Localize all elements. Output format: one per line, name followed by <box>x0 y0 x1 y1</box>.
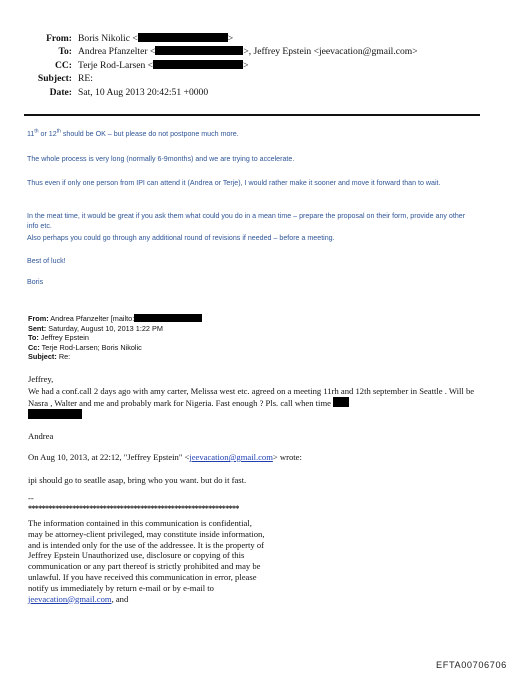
fwd-subject-label: Subject: <box>28 352 57 362</box>
date-label: Date: <box>49 86 72 98</box>
redaction-block <box>153 60 243 69</box>
document-id: EFTA00706706 <box>436 660 507 670</box>
from-value: Boris Nikolic < <box>78 33 138 44</box>
reply-signature: Boris <box>27 278 44 286</box>
redaction-block <box>155 46 243 55</box>
cc-value: Terje Rod-Larsen < <box>78 59 154 71</box>
to-label: To: <box>58 46 72 58</box>
header-divider <box>24 114 480 116</box>
bracket: > <box>243 59 249 71</box>
message-signoff: Andrea <box>28 431 54 441</box>
redaction-block <box>333 397 349 407</box>
header-subject-row <box>0 72 512 85</box>
disclaimer: The information contained in this communication is confidential, may be attorney-client privileged, may constitute inside information, and is intended only for the use of the addressee. It is the property of Jeffrey Epstein Unauthorized use, disclosure or copying of this communication or any part thereof is strictly prohibited and may be unlawful. If you have received this communication in error, please notify us immediately by return e-mail or by e-mail to jeevacation@gmail.com, and <box>28 518 265 604</box>
quoted-message: ipi should go to seatlle asap, bring who you want. but do it fast. <box>28 475 247 485</box>
fwd-subject-value: Re: <box>56 352 71 362</box>
reply-paragraph-1: 11th or 12th should be OK – but please do not postpone much more. <box>27 128 239 138</box>
asterisk-divider: ************************************************************** <box>28 504 239 513</box>
fwd-from-label: From: <box>28 314 49 323</box>
to-value: Andrea Pfanzelter < <box>78 46 156 58</box>
fwd-to-value: Jeffrey Epstein <box>38 333 89 343</box>
reply-paragraph-3: Thus even if only one person from IPI can attend it (Andrea or Terje), I would rather make it sooner and move it forward than to wait. <box>27 179 441 187</box>
fwd-to-label: To: <box>28 333 39 343</box>
quote-intro: On Aug 10, 2013, at 22:12, "Jeffrey Epstein" <jeevacation@gmail.com> wrote: <box>28 452 302 462</box>
cc-label: CC: <box>54 59 72 71</box>
header-cc-row <box>0 59 512 72</box>
reply-paragraph-5: Also perhaps you could go through any additional round of revisions if needed – before a meeting. <box>27 234 335 242</box>
email-header <box>0 32 512 99</box>
reply-paragraph-4: In the meat time, it would be great if you ask them what could you do in a mean time – prepare the proposal on their form, provide any other info etc. <box>27 212 466 230</box>
subject-value: RE: <box>78 73 93 85</box>
fwd-sent-label: Sent: <box>28 323 47 333</box>
fwd-cc-label: Cc: <box>28 342 40 352</box>
message-greeting: Jeffrey, <box>28 374 54 384</box>
fwd-cc-value: Terje Rod-Larsen; Boris Nikolic <box>39 342 142 352</box>
from-label: From: <box>46 33 72 44</box>
forwarded-header <box>28 314 202 362</box>
subject-label: Subject: <box>37 73 72 85</box>
redaction-block <box>134 314 202 322</box>
fwd-from-value: Andrea Pfanzelter [mailto: <box>48 314 135 323</box>
header-date-row <box>0 86 512 99</box>
signature-dashes: -- <box>28 493 34 503</box>
redaction-block <box>28 409 82 419</box>
fwd-sent-value: Saturday, August 10, 2013 1:22 PM <box>46 323 163 333</box>
email-link[interactable]: jeevacation@gmail.com <box>189 452 273 462</box>
header-from-row <box>0 32 512 45</box>
reply-paragraph-2: The whole process is very long (normally 6-9months) and we are trying to accelerate. <box>27 155 295 163</box>
redaction-block <box>138 33 228 42</box>
to-tail: >, Jeffrey Epstein <jeevacation@gmail.com> <box>243 46 418 58</box>
message-body: We had a conf.call 2 days ago with amy carter, Melissa west etc. agreed on a meeting 11rh and 12th september in Seattle . Will be Nasra , Walter and me and probably mark for Nigeria. Fast enough ? Pls. call when time <box>28 386 488 420</box>
date-value: Sat, 10 Aug 2013 20:42:51 +0000 <box>78 86 209 98</box>
header-to-row <box>0 45 512 58</box>
reply-sign-off: Best of luck! <box>27 257 66 265</box>
bracket: > <box>227 33 234 44</box>
disclaimer-email-link[interactable]: jeevacation@gmail.com <box>28 593 112 604</box>
